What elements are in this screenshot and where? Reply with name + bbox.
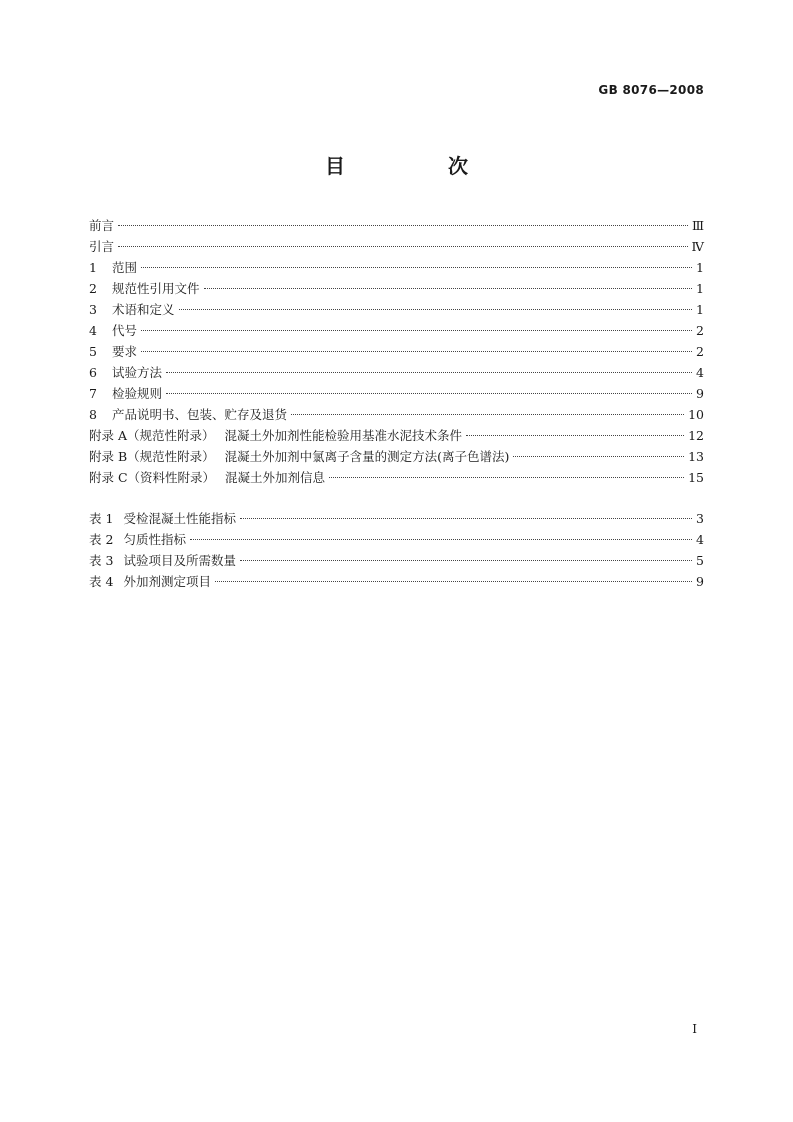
dot-leader <box>329 477 684 478</box>
table-label: 表 4 <box>89 574 114 589</box>
toc-entry-title: 产品说明书、包装、贮存及退货 <box>112 407 288 422</box>
toc-entry-title: 检验规则 <box>112 386 163 401</box>
toc-entry-number: 6 <box>89 365 97 380</box>
toc-entry-normative-references[interactable] <box>89 278 704 299</box>
toc-entry-page: Ⅳ <box>691 239 704 254</box>
toc-entry-title: 引言 <box>89 239 115 254</box>
toc-entry-page: 9 <box>696 386 704 401</box>
toc-entry-title: 范围 <box>112 260 138 275</box>
toc-entry-introduction[interactable] <box>89 236 704 257</box>
annex-label: 附录 B（规范性附录） <box>89 449 215 464</box>
toc-entry-test-methods[interactable] <box>89 362 704 383</box>
toc-entry-requirements[interactable] <box>89 341 704 362</box>
toc-entry-page: 13 <box>688 449 704 464</box>
toc-entry-title: 试验项目及所需数量 <box>123 553 236 568</box>
toc-entry-number: 2 <box>89 281 97 296</box>
toc-table-entry-3[interactable] <box>89 550 704 571</box>
toc-entry-page: 2 <box>696 344 704 359</box>
dot-leader <box>141 351 692 352</box>
toc-entry-title: 试验方法 <box>112 365 163 380</box>
toc-entry-codes[interactable] <box>89 320 704 341</box>
toc-entry-annex-c[interactable] <box>89 467 704 488</box>
toc-entry-title: 代号 <box>112 323 138 338</box>
toc-entry-terms-definitions[interactable] <box>89 299 704 320</box>
annex-label: 附录 C（资料性附录） <box>89 470 216 485</box>
dot-leader <box>141 267 692 268</box>
dot-leader <box>291 414 684 415</box>
toc-entry-page: 15 <box>688 470 704 485</box>
toc-entry-number: 3 <box>89 302 97 317</box>
standard-number: GB 8076—2008 <box>598 83 704 97</box>
dot-leader <box>166 393 692 394</box>
toc-entry-title: 要求 <box>112 344 138 359</box>
table-label: 表 3 <box>89 553 114 568</box>
toc-entry-page: 1 <box>696 281 704 296</box>
toc-main-list <box>89 215 704 488</box>
toc-tables-list <box>89 508 704 592</box>
toc-entry-page: 1 <box>696 302 704 317</box>
dot-leader <box>190 539 692 540</box>
dot-leader <box>466 435 684 436</box>
dot-leader <box>166 372 692 373</box>
toc-entry-number: 1 <box>89 260 97 275</box>
toc-entry-page: 5 <box>696 553 704 568</box>
annex-label: 附录 A（规范性附录） <box>89 428 215 443</box>
toc-entry-title: 规范性引用文件 <box>112 281 200 296</box>
toc-entry-title: 前言 <box>89 218 115 233</box>
dot-leader <box>215 581 692 582</box>
toc-table-entry-1[interactable] <box>89 508 704 529</box>
dot-leader <box>141 330 692 331</box>
toc-entry-page: 2 <box>696 323 704 338</box>
toc-table-entry-2[interactable] <box>89 529 704 550</box>
toc-entry-inspection-rules[interactable] <box>89 383 704 404</box>
toc-entry-page: 4 <box>696 365 704 380</box>
dot-leader <box>118 246 687 247</box>
dot-leader <box>118 225 688 226</box>
dot-leader <box>240 560 692 561</box>
toc-entry-annex-b[interactable] <box>89 446 704 467</box>
dot-leader <box>513 456 684 457</box>
toc-entry-page: 1 <box>696 260 704 275</box>
toc-entry-annex-a[interactable] <box>89 425 704 446</box>
toc-entry-page: 3 <box>696 511 704 526</box>
dot-leader <box>204 288 692 289</box>
toc-entry-number: 8 <box>89 407 97 422</box>
toc-table-entry-4[interactable] <box>89 571 704 592</box>
toc-entry-packaging[interactable] <box>89 404 704 425</box>
table-label: 表 2 <box>89 532 114 547</box>
toc-entry-title: 外加剂测定项目 <box>123 574 211 589</box>
toc-entry-page: 4 <box>696 532 704 547</box>
toc-entry-title: 术语和定义 <box>112 302 175 317</box>
toc-entry-page: 9 <box>696 574 704 589</box>
toc-entry-title: 混凝土外加剂信息 <box>225 470 326 485</box>
page-folio: I <box>692 1022 697 1036</box>
toc-entry-title: 混凝土外加剂性能检验用基准水泥技术条件 <box>224 428 463 443</box>
toc-entry-title: 受检混凝土性能指标 <box>123 511 236 526</box>
toc-entry-number: 4 <box>89 323 97 338</box>
toc-title: 目 次 <box>325 154 516 178</box>
toc-entry-scope[interactable] <box>89 257 704 278</box>
toc-entry-number: 5 <box>89 344 97 359</box>
dot-leader <box>240 518 692 519</box>
toc-entry-page: 10 <box>688 407 704 422</box>
toc-entry-page: 12 <box>688 428 704 443</box>
toc-entry-title: 混凝土外加剂中氯离子含量的测定方法(离子色谱法) <box>224 449 510 464</box>
table-label: 表 1 <box>89 511 114 526</box>
dot-leader <box>179 309 692 310</box>
toc-entry-number: 7 <box>89 386 97 401</box>
toc-entry-foreword[interactable] <box>89 215 704 236</box>
toc-entry-title: 匀质性指标 <box>123 532 186 547</box>
toc-entry-page: Ⅲ <box>691 218 704 233</box>
